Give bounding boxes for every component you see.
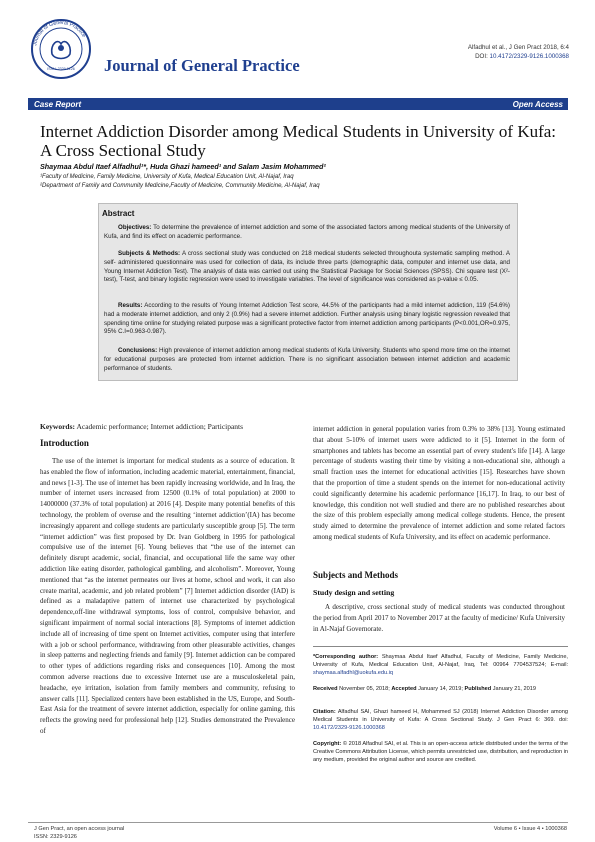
accepted-date: January 14, 2019; bbox=[416, 686, 465, 692]
objectives-text: To determine the prevalence of internet addiction and some of the associated factors among medical students of the University of Kufa, and find its effect on academic performance. bbox=[104, 224, 510, 240]
methods-label: Subjects & Methods: bbox=[118, 250, 181, 257]
objectives-label: Objectives: bbox=[118, 224, 152, 231]
header-doi bbox=[475, 53, 569, 60]
dates bbox=[313, 686, 568, 694]
methods-heading: Subjects and Methods bbox=[313, 570, 399, 580]
copyright-label: Copyright: bbox=[313, 741, 342, 747]
affiliation-1: ¹Faculty of Medicine, Family Medicine, University of Kufa, Medical Education Unit, Al-Najaf, Iraq bbox=[40, 174, 294, 180]
keywords bbox=[40, 422, 243, 431]
article-title: Internet Addiction Disorder among Medical Students in University of Kufa: A Cross Sectional Study bbox=[40, 122, 557, 160]
abstract-methods bbox=[104, 250, 510, 285]
results-label: Results: bbox=[118, 302, 143, 309]
published-label: Published bbox=[464, 686, 492, 692]
intro-p2: internet addiction in general population varies from 0.3% to 38% [13]. Young estimated that about 5-10% of internet users were addicted to it [5]. Internet in the form of smartphones and tablets has become an essential part of every student's life [14]. A large percentage of students wasting their time by visiting a non-educational site, although a small fraction uses the internet for educational activities [15]. Researches have shown that the proportion of time a student spends on the internet for non-educational activity could significantly determine his academic performance [16,17]. In Iraq, to our best of knowledge, this condition not well studied and there are no published researches about the size of this problem especially among medical college students. Hence, the present study aimed to determine the prevalence of internet addiction and some related factors among medical students of Kufa University, and its effect on academic performance. bbox=[313, 425, 565, 541]
abstract-heading: Abstract bbox=[102, 209, 135, 218]
doi-link[interactable]: 10.4172/2329-9126.1000368 bbox=[489, 53, 569, 60]
affiliation-2: ²Department of Family and Community Medicine,Faculty of Medicine, Community Medicine, Al-Najaf, Iraq bbox=[40, 183, 320, 189]
introduction-heading: Introduction bbox=[40, 438, 89, 448]
abstract-results bbox=[104, 302, 510, 337]
conclusions-label: Conclusions: bbox=[118, 347, 158, 354]
corr-email-link[interactable]: shaymaa.alfadhl@uokufa.edu.iq bbox=[313, 669, 394, 676]
doi-label: DOI: bbox=[475, 53, 490, 60]
abstract-conclusions bbox=[104, 347, 510, 373]
copyright-footnote bbox=[313, 741, 568, 764]
intro-paragraph-1 bbox=[40, 456, 295, 737]
intro-paragraph-2-container bbox=[313, 424, 565, 543]
methods-paragraph bbox=[313, 602, 565, 634]
conclusions-text: High prevalence of internet addiction among medical students of Kufa University. Students who spend more time on the internet for educational purposes are protected from internet addiction. There is no significant association between internet addiction and academic performance of students. bbox=[104, 347, 510, 372]
citation-text: Alfadhul SAI, Ghazi hameed H, Mohammed SJ (2018) Internet Addiction Disorder among Medical Students in University of Kufa: A Cross Sectional Study. J Gen Pract 6: 369. doi: bbox=[313, 709, 568, 723]
received-date: November 05, 2018; bbox=[337, 686, 392, 692]
intro-p1: The use of the internet is important for medical students as a source of education. It has enabled the flow of information, including academic material, entertainment, financial, and news [1-3]. The use of internet has been rapidly increasing worldwide, and In Iraq, the number of internet users increased from 12500 (0.1% of total population) at 2000 to 14000000 (37.3% of total population) at 2016 [4]. Despite many potential benefits of this technology, the problem of overuse and the resulting ‘internet addiction’(IA) has become increasingly apparent and college students are particularly susceptible group [5]. The term “internet addiction” was first proposed by Dr. Ivan Goldberg in 1995 for pathological compulsive use of the internet [6]. Young believes that “the use of the internet can definitely disrupt academic, social, financial, and occupational life the same way other addiction like eating disorder, pathological gambling, and alcoholism”. Moreover, Young mentioned that “as the internet permeates our lives at home, school and work, it can also create marital, academic, and job related problem” [7] Internet addiction disorder (IAD) is defined as a maladaptive pattern of internet use characterized by psychological dependence,off-line withdrawal symptoms, loss of control, compulsive behavior, and significant impairment of normal social interactions [8]. Symptoms of internet addiction include all of increasing of time spent on Internet activities, computer using that interfere with a job or school performance, withdrawing from other pleasurable activities, changes in sleep patterns and neglecting friends and family [9]. Internet addiction can be compared to other types of addictions regarding risks and consequences [10]. Among the most common adverse reactions due to excessive Internet use are a musculoskeletal pain, headache, eye irritation, isolation from family members and community, refusing to answer calls [11]. Specialized centers have been established in the US, Europe, and South-East Asia for the treatment of severe internet addiction, especially for online gaming, this reflects the growing need for professional help [12]. Studies demonstrated the Prevalence of bbox=[40, 457, 295, 735]
keywords-label: Keywords: bbox=[40, 422, 75, 431]
footer-journal: J Gen Pract, an open access journal bbox=[34, 826, 125, 832]
open-access-label: Open Access bbox=[512, 99, 563, 109]
footer-issn: ISSN: 2329-9126 bbox=[34, 834, 77, 840]
citation-doi-link[interactable]: 10.4172/2329-9126.1000368 bbox=[313, 724, 385, 731]
footer-divider bbox=[28, 822, 568, 823]
journal-title: Journal of General Practice bbox=[104, 56, 300, 75]
study-design-heading: Study design and setting bbox=[313, 588, 395, 597]
corr-label: *Corresponding author: bbox=[313, 654, 379, 660]
corresponding-author bbox=[313, 654, 568, 677]
abstract-objectives bbox=[104, 224, 510, 242]
corr-text: Shaymaa Abdul Itaef Alfadhul, Faculty of Medicine, Family Medicine, University of Kufa, Medical Education Unit, Al-Najaf, Iraq, Tel: 00964 7704537524; E-mail: bbox=[313, 654, 568, 668]
citation-label: Citation: bbox=[313, 709, 336, 715]
accepted-label: Accepted bbox=[391, 686, 417, 692]
published-date: January 21, 2019 bbox=[491, 686, 536, 692]
citation-footnote bbox=[313, 709, 568, 732]
received-label: Received bbox=[313, 686, 338, 692]
logo-ring-text: Journal of General Practice bbox=[32, 19, 87, 47]
methods-p1: A descriptive, cross sectional study of medical students was conducted throughout the period from April 2017 to November 2017 at the faculty of medicine/ Kufa University in Al-Najaf Governorate. bbox=[313, 603, 565, 633]
results-text: According to the results of Young Internet Addiction Test score, 44.5% of the participants had a mild internet addiction, 119 (54.6%) had a moderate internet addiction, and only 2 (0.9%) had a severe internet addiction. Further analysis using binary logistic regression revealed that spending time online for studying related purpose was a significant protective factor from internet addiction among participants (P<0.001,OR=0.975, 95% C.I=0.963-0.987). bbox=[104, 302, 510, 336]
header-citation: Alfadhul et al., J Gen Pract 2018, 6:4 bbox=[467, 44, 569, 51]
methods-text: A cross sectional study was conducted on 218 medical students selected throughouta systematic sampling method. A self- administered questionnaire was used for collection of data, its include three parts (demographic data, computer and internet use data, and Young Internet Addiction Test). The analysis of data was carried out using the Statistical Package for Social Sciences (SPSS). Chi square test (X²-test), T-test, and binary logistic regression were used to investigate variables. The level of significance was considered as p-value ≤ 0.05. bbox=[104, 250, 510, 284]
article-type-bar bbox=[28, 98, 568, 110]
copyright-text: © 2018 Alfadhul SAI, et al. This is an open-access article distributed under the terms of the Creative Commons Attribution License, which permits unrestricted use, distribution, and reproduction in any medium, provided the original author and source are credited. bbox=[313, 741, 568, 763]
author-list: Shaymaa Abdul Itaef Alfadhul¹*, Huda Ghazi hameed¹ and Salam Jasim Mohammed² bbox=[40, 162, 326, 171]
logo-issn: ISSN: 2329-9126 bbox=[47, 67, 75, 71]
footnote-divider bbox=[313, 646, 568, 647]
journal-logo bbox=[30, 18, 92, 80]
keywords-text: Academic performance; Internet addiction; Participants bbox=[75, 422, 244, 431]
footer-volume: Volume 6 • Issue 4 • 1000368 bbox=[493, 826, 567, 832]
article-type-label: Case Report bbox=[34, 99, 82, 109]
